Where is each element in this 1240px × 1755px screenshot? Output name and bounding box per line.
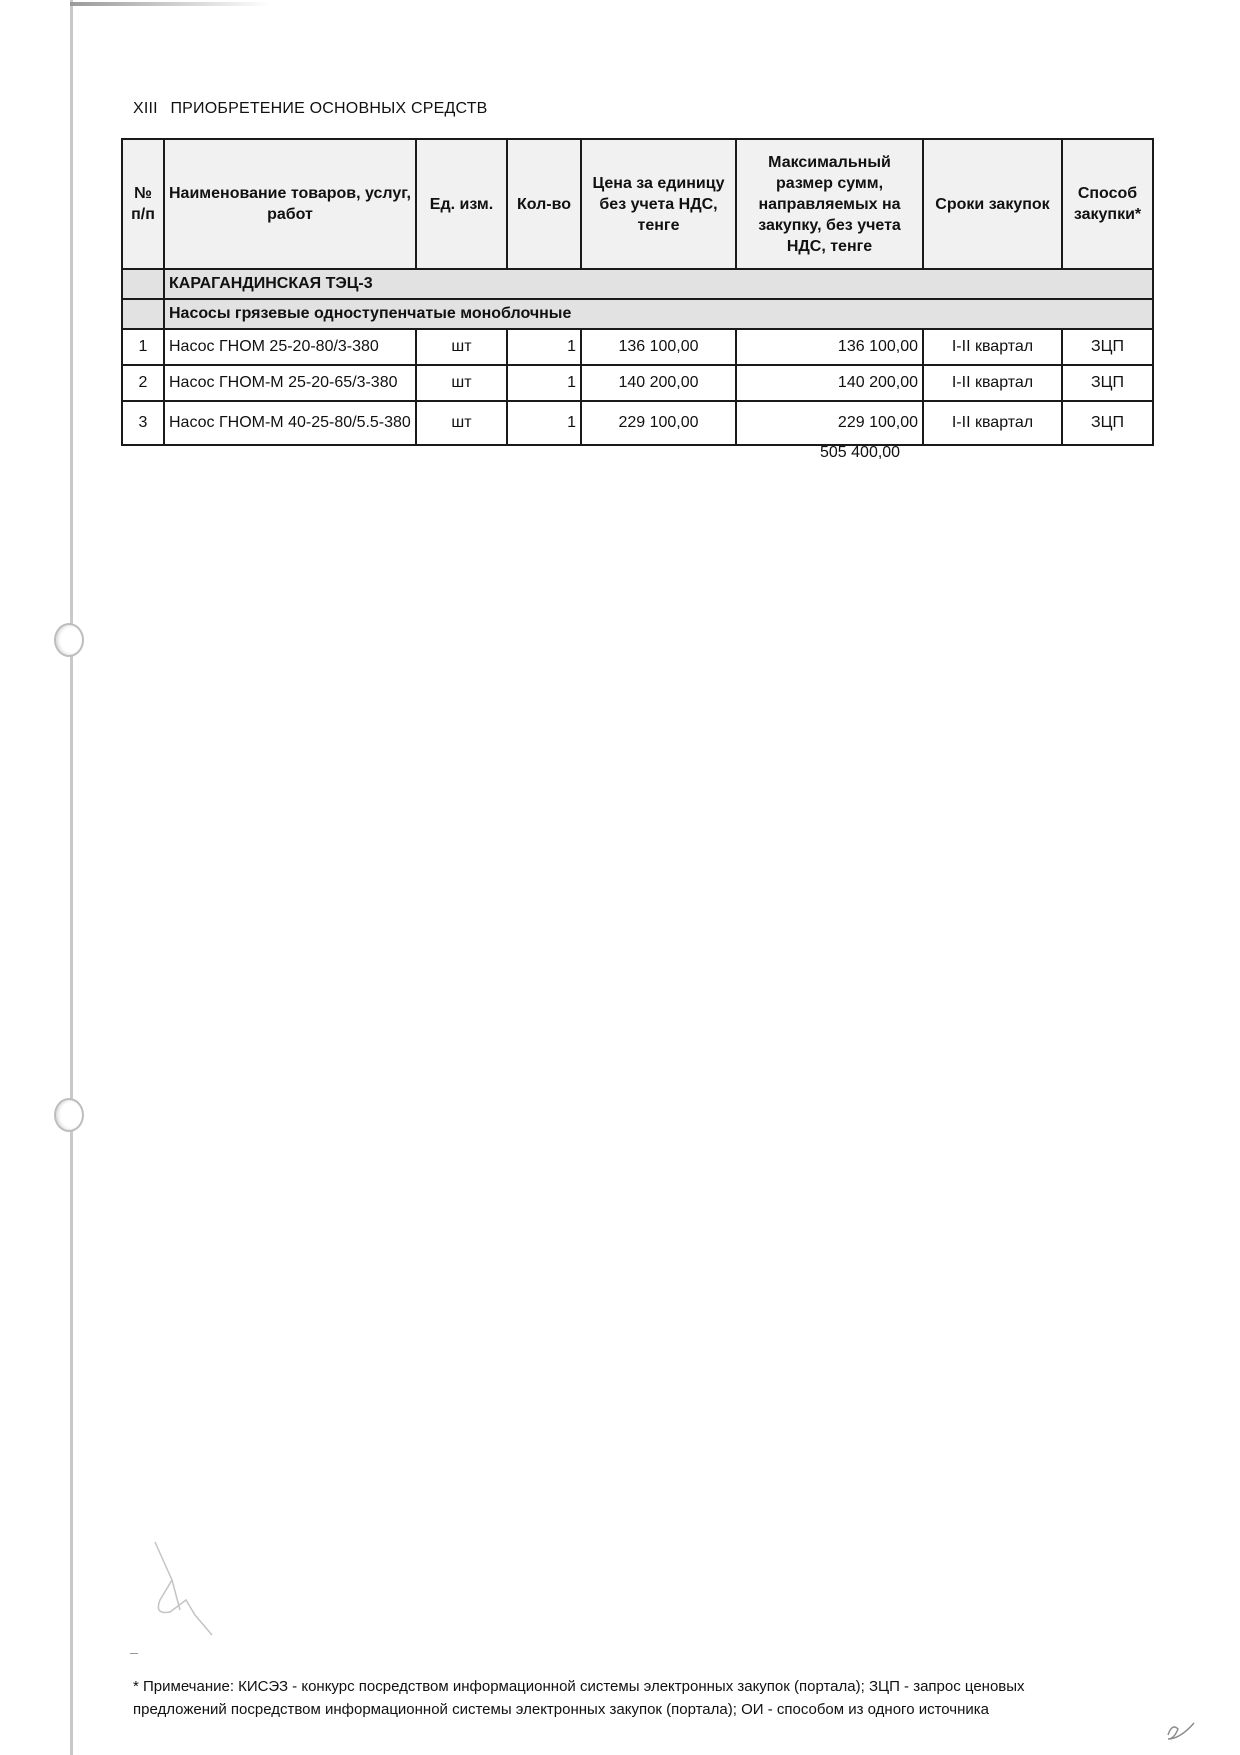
punch-hole-lower [54, 1098, 84, 1132]
purchases-table [121, 138, 1154, 446]
row-sum: 229 100,00 [736, 401, 923, 445]
header-method: Способ закупки* [1062, 139, 1153, 269]
row-sum: 140 200,00 [736, 365, 923, 401]
table-header-row [122, 139, 1153, 269]
row-qty: 1 [507, 329, 581, 365]
row-price: 136 100,00 [581, 329, 736, 365]
row-num: 3 [122, 401, 164, 445]
header-price: Цена за единицу без учета НДС, тенге [581, 139, 736, 269]
row-unit: шт [416, 401, 507, 445]
row-term: I-II квартал [923, 401, 1062, 445]
row-term: I-II квартал [923, 365, 1062, 401]
handwritten-initials-mark [150, 1540, 240, 1640]
row-unit: шт [416, 365, 507, 401]
table-row [122, 401, 1153, 445]
header-name: Наименование товаров, услуг, работ [164, 139, 416, 269]
row-name: Насос ГНОМ-М 40-25-80/5.5-380 [164, 401, 416, 445]
row-sum: 136 100,00 [736, 329, 923, 365]
subgroup-row-spacer [122, 299, 164, 329]
header-qty: Кол-во [507, 139, 581, 269]
row-term: I-II квартал [923, 329, 1062, 365]
header-num: № п/п [122, 139, 164, 269]
row-price: 229 100,00 [581, 401, 736, 445]
section-title [133, 100, 488, 118]
punch-hole-upper [54, 623, 84, 657]
row-method: ЗЦП [1062, 365, 1153, 401]
table-row [122, 329, 1153, 365]
group-row-spacer [122, 269, 164, 299]
subgroup-row [122, 299, 1153, 329]
row-unit: шт [416, 329, 507, 365]
page-top-shadow [70, 2, 270, 6]
table-row [122, 365, 1153, 401]
footnote: * Примечание: КИСЭЗ - конкурс посредством информационной системы электронных закупок (портала); ЗЦП - запрос ценовых предложений посредством информационной системы электронных закупок (портала); ОИ - способом из одного источника [133, 1678, 1025, 1718]
group-row [122, 269, 1153, 299]
row-method: ЗЦП [1062, 329, 1153, 365]
group-title: КАРАГАНДИНСКАЯ ТЭЦ-3 [164, 269, 1153, 299]
section-title-text: ПРИОБРЕТЕНИЕ ОСНОВНЫХ СРЕДСТВ [170, 100, 488, 117]
row-method: ЗЦП [1062, 401, 1153, 445]
row-price: 140 200,00 [581, 365, 736, 401]
scan-dash-mark [130, 1653, 138, 1654]
row-qty: 1 [507, 365, 581, 401]
header-unit: Ед. изм. [416, 139, 507, 269]
row-num: 2 [122, 365, 164, 401]
row-name: Насос ГНОМ-М 25-20-65/3-380 [164, 365, 416, 401]
row-qty: 1 [507, 401, 581, 445]
page-binding-edge [70, 0, 73, 1755]
header-max-sum: Максимальный размер сумм, направляемых на закупку, без учета НДС, тенге [736, 139, 923, 269]
header-term: Сроки закупок [923, 139, 1062, 269]
handwritten-page-number-mark [1160, 1715, 1200, 1745]
row-num: 1 [122, 329, 164, 365]
section-number: XIII [133, 100, 158, 117]
table-total: 505 400,00 [820, 444, 901, 461]
subgroup-title: Насосы грязевые одноступенчатые моноблочные [164, 299, 1153, 329]
row-name: Насос ГНОМ 25-20-80/3-380 [164, 329, 416, 365]
